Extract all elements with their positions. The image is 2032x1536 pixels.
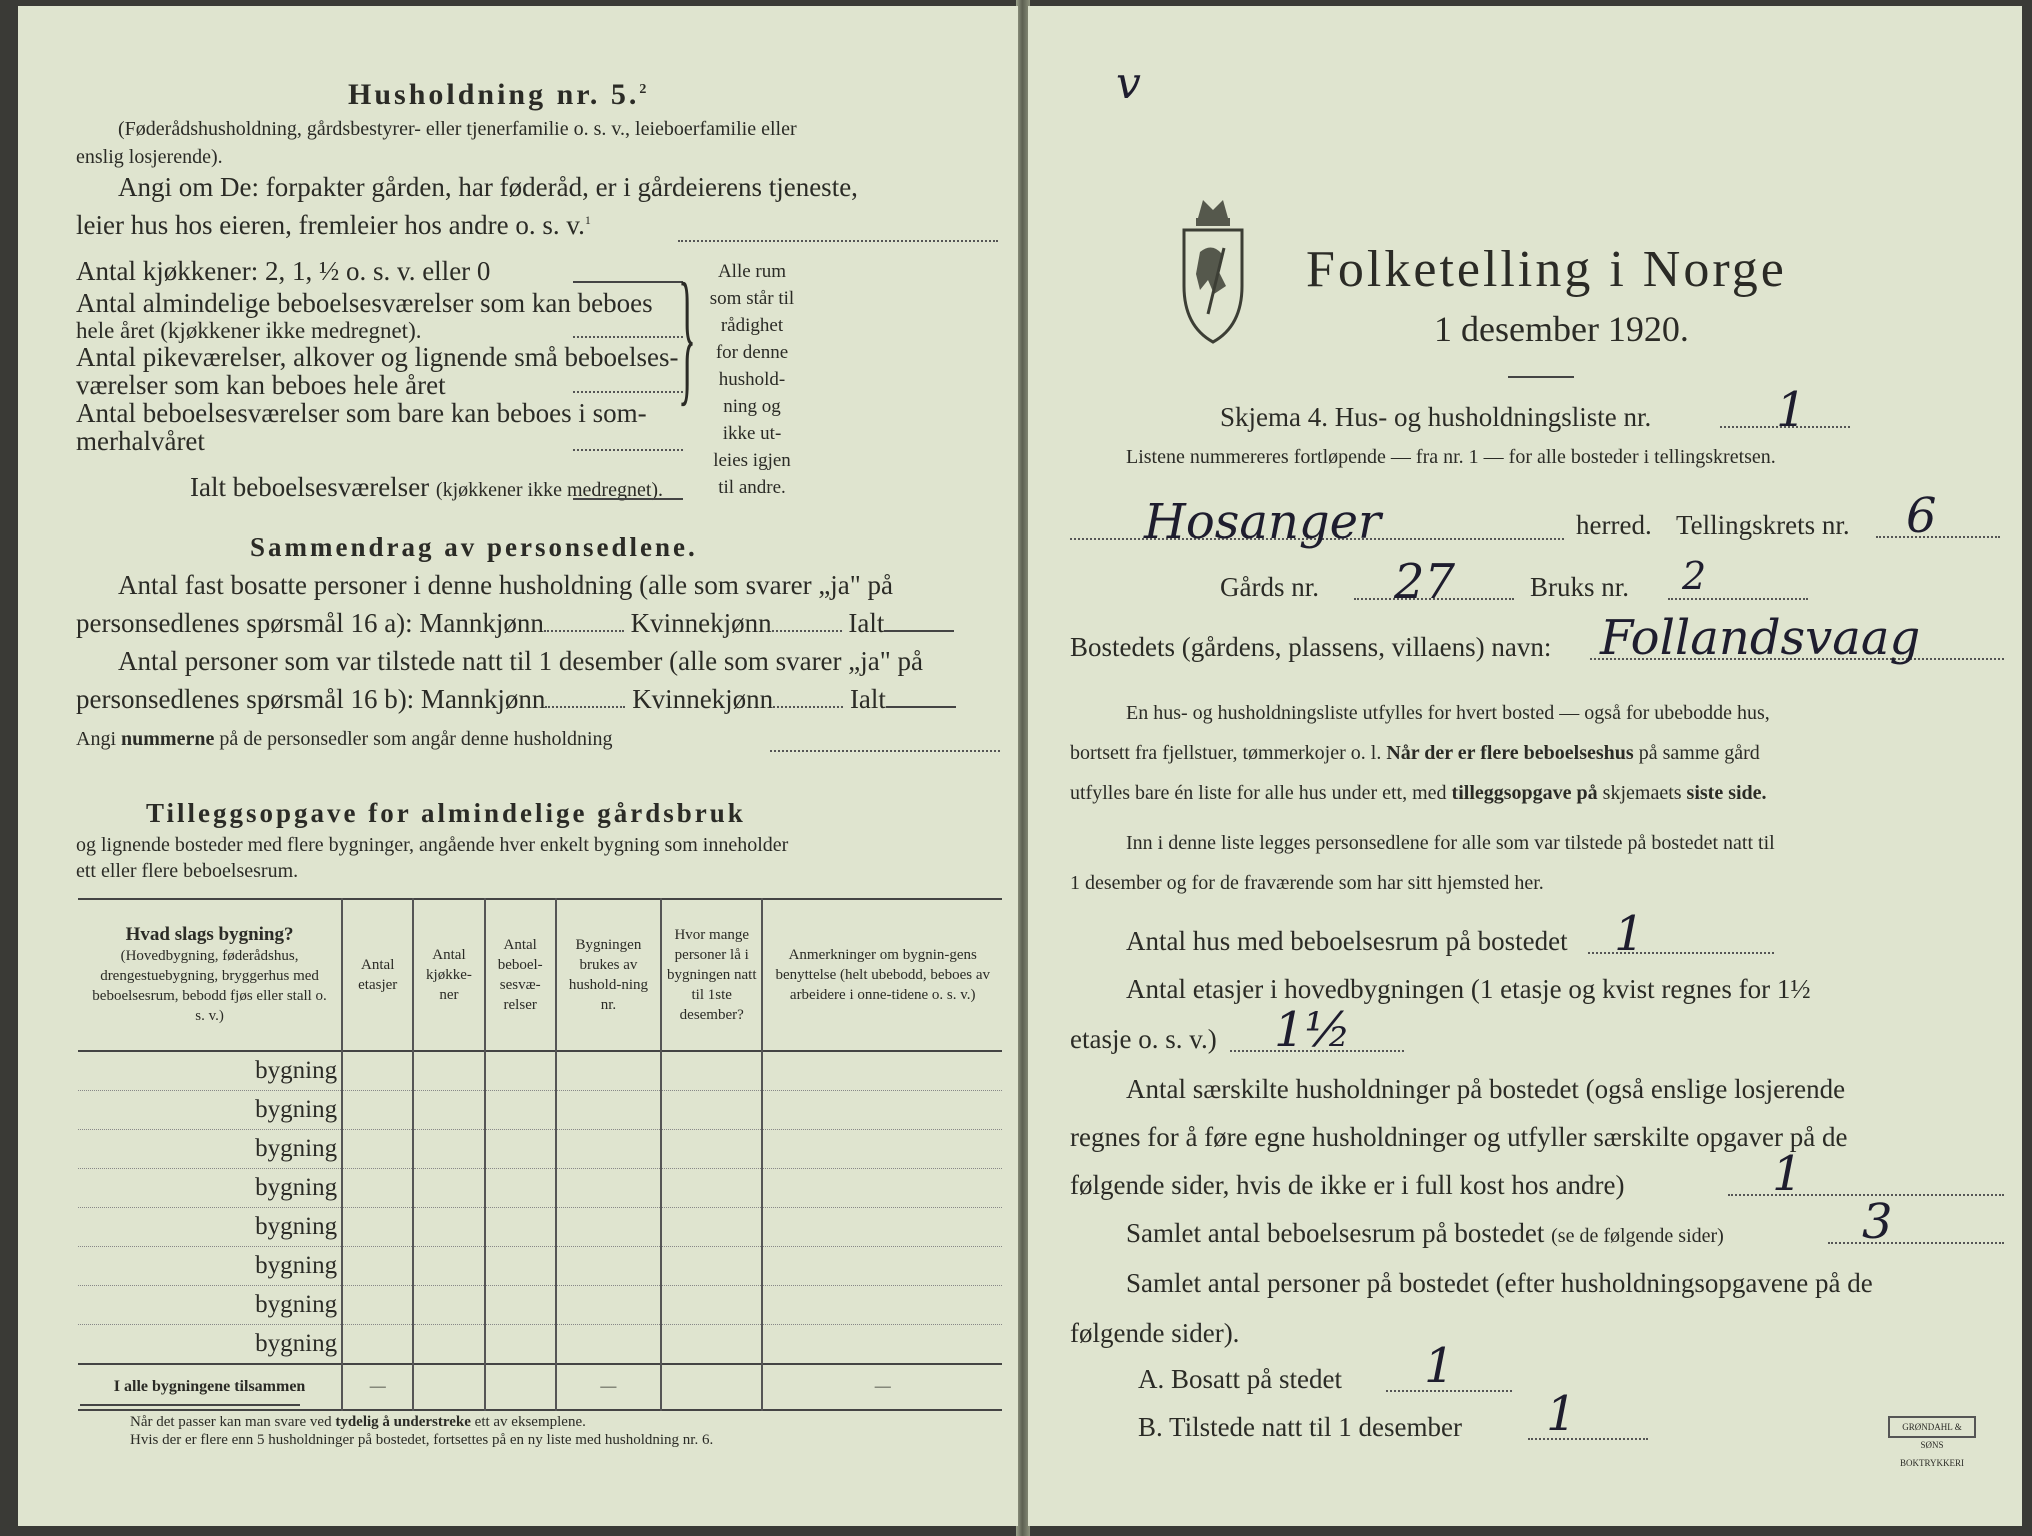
table-row: bygning <box>78 1130 342 1169</box>
ordinary-field[interactable] <box>573 336 683 338</box>
document-date: 1 desember 1920. <box>1434 309 1689 349</box>
hus-label: Antal hus med beboelsesrum på bostedet <box>1126 926 1568 956</box>
tellingskrets-label: Tellingskrets nr. <box>1676 510 1850 540</box>
kitchens-field[interactable] <box>573 281 683 283</box>
bosted-value: Follandsvaag <box>1600 610 1921 666</box>
table-row: bygning <box>78 1286 342 1325</box>
bruks-field[interactable] <box>1668 598 1808 600</box>
skjema-line: Skjema 4. Hus- og husholdningsliste nr. <box>1220 402 1652 432</box>
tilstede-label: B. Tilstede natt til 1 desember <box>1138 1412 1462 1442</box>
buildings-table <box>78 898 1002 1411</box>
tillegg-line-2: ett eller flere beboelsesrum. <box>76 860 299 882</box>
samlet-rum-field[interactable] <box>1828 1242 2004 1244</box>
etasjer-line-1: Antal etasjer i hovedbygningen (1 etasje og kvist regnes for 1½ <box>1126 974 1811 1004</box>
rooms-summer: Antal beboelsesværelser som bare kan beboes i som- <box>76 398 647 428</box>
tilstede-value: 1 <box>1546 1386 1577 1442</box>
brace-glyph: } <box>678 253 696 419</box>
fast-line-1: Antal fast bosatte personer i denne husholdning (alle som svarer „ja" på <box>118 570 894 600</box>
document-title: Folketelling i Norge <box>1306 241 1787 298</box>
tillegg-line-1: og lignende bosteder med flere bygninger, angående hver enkelt bygning som inneholder <box>76 834 789 856</box>
title-rule <box>1508 376 1574 378</box>
saer-value: 1 <box>1772 1146 1803 1202</box>
col-header-type: Hvad slags bygning? (Hovedbygning, føderådshus, drengestuebygning, bryggerhus med beboelsesrum, bebodd fjøs eller stall o. s. v.) <box>92 923 327 1024</box>
total-row-label: I alle bygningene tilsammen <box>113 1378 306 1395</box>
instruction-2: bortsett fra fjellstuer, tømmerkojer o. l. Når der er flere beboelseshus på samme gård <box>1070 742 1760 764</box>
saer-line-1: Antal særskilte husholdninger på bostedet (også enslige losjerende <box>1126 1074 1846 1104</box>
maid-field[interactable] <box>573 391 683 393</box>
tilstede-line-2: personsedlenes spørsmål 16 b): Mannkjønn Kvinnekjønn Ialt <box>76 684 956 715</box>
instruction-1: En hus- og husholdningsliste utfylles for hvert bosted — også for ubebodde hus, <box>1126 702 1770 724</box>
rooms-ordinary: Antal almindelige beboelsesværelser som kan beboes <box>76 288 653 318</box>
household-note-2: enslig losjerende). <box>76 146 223 168</box>
rooms-summer-cont: merhalvåret <box>76 426 205 456</box>
printer-stamp: GRØNDAHL & SØNS BOKTRYKKERI <box>1888 1416 1976 1438</box>
household-note-1: (Føderådshusholdning, gårdsbestyrer- eller tjenerfamilie o. s. v., leieboerfamilie eller <box>118 118 797 140</box>
hus-value: 1 <box>1614 906 1645 962</box>
rooms-kitchens: Antal kjøkkener: 2, 1, ½ o. s. v. eller 0 <box>76 256 491 286</box>
col-header-husholdning: Bygningen brukes av hushold-ning nr. <box>556 899 661 1051</box>
tellingskrets-value: 6 <box>1906 488 1937 544</box>
summer-field[interactable] <box>573 449 683 451</box>
check-mark: v <box>1116 58 1141 109</box>
brace-note: Alle rum som står til rådighet for denne hushold- ning og ikke ut- leies igjen til andre. <box>709 261 795 498</box>
footnote-2: Hvis der er flere enn 5 husholdninger på bostedet, fortsettes på en ny liste med husholdning nr. 6. <box>130 1432 714 1448</box>
total-anmerkninger: — <box>762 1364 1002 1410</box>
nummerne-field[interactable] <box>770 750 1000 752</box>
liste-nr-value: 1 <box>1776 382 1807 438</box>
samlet-rum-value: 3 <box>1862 1194 1893 1250</box>
ialt-rooms: Ialt beboelsesværelser (kjøkkener ikke medregnet). <box>190 472 664 502</box>
rooms-ordinary-cont: hele året (kjøkkener ikke medregnet). <box>76 318 422 343</box>
bosatt-value: 1 <box>1424 1338 1455 1394</box>
table-row: bygning <box>78 1325 342 1365</box>
table-row: bygning <box>78 1247 342 1286</box>
household-heading: Husholdning nr. 5.$^2$ <box>348 78 650 111</box>
col-header-vaerelser: Antal beboel-sesvæ-relser <box>485 899 556 1051</box>
saer-line-3: følgende sider, hvis de ikke er i full kost hos andre) <box>1070 1170 1625 1200</box>
etasjer-line-2: etasje o. s. v.) <box>1070 1024 1217 1054</box>
total-etasjer: — <box>342 1364 413 1410</box>
instruction-5: 1 desember og for de fraværende som har sitt hjemsted her. <box>1070 872 1544 894</box>
angi-line-1: Angi om De: forpakter gården, har føderåd, er i gårdeierens tjeneste, <box>118 172 858 202</box>
tellingskrets-field[interactable] <box>1876 536 2000 538</box>
samlet-personer-line-2: følgende sider). <box>1070 1318 1240 1348</box>
instruction-4: Inn i denne liste legges personsedlene for alle som var tilstede på bostedet natt til <box>1126 832 1775 854</box>
gards-label: Gårds nr. <box>1220 572 1319 602</box>
summary-heading: Sammendrag av personsedlene. <box>250 532 698 562</box>
footnote-rule <box>80 1404 300 1406</box>
numbering-note: Listene nummereres fortløpende — fra nr. 1 — for alle bosteder i tellingskretsen. <box>1126 446 1776 468</box>
rooms-maid-cont: værelser som kan beboes hele året <box>76 370 446 400</box>
angi-fill-line[interactable] <box>678 240 998 242</box>
instruction-3: utfylles bare én liste for alle hus under ett, med tilleggsopgave på skjemaets siste side. <box>1070 782 1767 804</box>
table-row: bygning <box>78 1051 342 1091</box>
angi-line-2: leier hus hos eieren, fremleier hos andre o. s. v.$^1$ <box>76 210 591 240</box>
total-husholdning: — <box>556 1364 661 1410</box>
etasjer-value: 1½ <box>1274 1002 1352 1058</box>
table-row: bygning <box>78 1091 342 1130</box>
right-page <box>1028 6 2022 1526</box>
footnote-1: Når det passer kan man svare ved tydelig å understreke ett av eksemplene. <box>130 1414 586 1430</box>
bosatt-label: A. Bosatt på stedet <box>1138 1364 1342 1394</box>
col-header-etasjer: Antal etasjer <box>342 899 413 1051</box>
coat-of-arms-icon <box>1178 190 1248 346</box>
samlet-personer-line-1: Samlet antal personer på bostedet (efter husholdningsopgavene på de <box>1126 1268 1873 1298</box>
gards-value: 27 <box>1394 554 1456 610</box>
left-page <box>18 6 1018 1526</box>
bruks-label: Bruks nr. <box>1530 572 1630 602</box>
tilstede-line-1: Antal personer som var tilstede natt til 1 desember (alle som svarer „ja" på <box>118 646 924 676</box>
rooms-maid: Antal pikeværelser, alkover og lignende små beboelses- <box>76 342 679 372</box>
herred-value: Hosanger <box>1144 494 1381 550</box>
tillegg-heading: Tilleggsopgave for almindelige gårdsbruk <box>146 798 746 828</box>
table-row: bygning <box>78 1208 342 1247</box>
angi-nummerne: Angi nummerne på de personsedler som angår denne husholdning <box>76 728 613 750</box>
bosted-label: Bostedets (gårdens, plassens, villaens) navn: <box>1070 632 1552 662</box>
table-row: bygning <box>78 1169 342 1208</box>
saer-line-2: regnes for å føre egne husholdninger og utfyller særskilte opgaver på de <box>1070 1122 1848 1152</box>
bruks-value: 2 <box>1682 554 1707 598</box>
ialt-rooms-field[interactable] <box>573 498 683 500</box>
col-header-anmerkninger: Anmerkninger om bygnin-gens benyttelse (helt ubebodd, beboes av arbeidere i onne-tidene o. s. v.) <box>762 899 1002 1051</box>
herred-label: herred. <box>1576 510 1652 540</box>
fast-line-2: personsedlenes spørsmål 16 a): Mannkjønn Kvinnekjønn Ialt <box>76 608 954 639</box>
col-header-personer: Hvor mange personer lå i bygningen natt til 1ste desember? <box>661 899 762 1051</box>
samlet-rum: Samlet antal beboelsesrum på bostedet (se de følgende sider) <box>1126 1218 1724 1248</box>
col-header-kjokkener: Antal kjøkke-ner <box>413 899 484 1051</box>
